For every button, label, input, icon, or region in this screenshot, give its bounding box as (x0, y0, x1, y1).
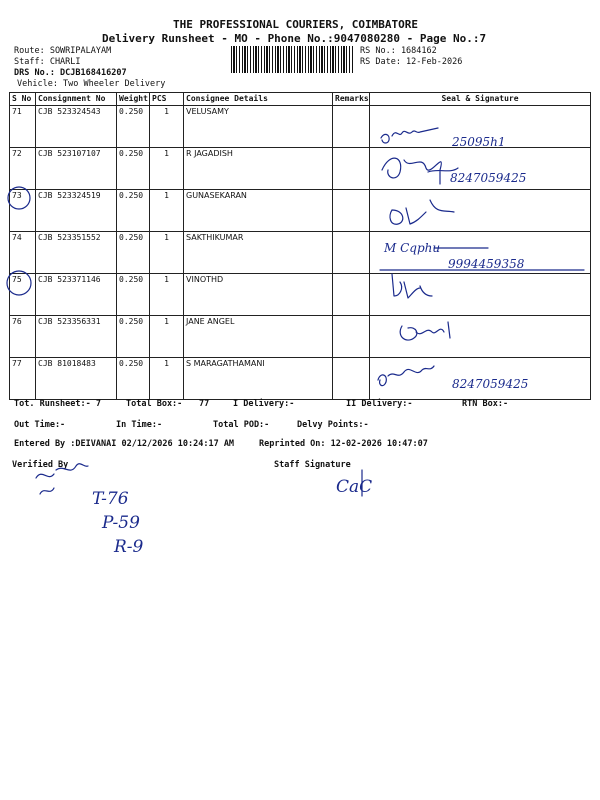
cell-consignment: CJB 523371146 (36, 274, 117, 316)
handwritten-tally-r: R-9 (114, 537, 144, 557)
cell-sno: 72 (10, 148, 36, 190)
signature-71 (381, 128, 438, 143)
total-box-value: 77 (199, 399, 210, 409)
cell-pcs: 1 (150, 190, 184, 232)
handwritten-tally-p: P-59 (102, 513, 140, 533)
cell-sno: 73 (10, 190, 36, 232)
total-pod-label: Total POD:- (213, 420, 270, 430)
route-label: Route: SOWRIPALAYAM (14, 46, 112, 56)
cell-pcs: 1 (150, 106, 184, 148)
cell-consignee: SAKTHIKUMAR (184, 232, 333, 274)
rs-number: RS No.: 1684162 (360, 46, 437, 56)
cell-consignee: VINOTHD (184, 274, 333, 316)
handwritten-phone-74: 9994459358 (448, 257, 525, 271)
cell-sno: 75 (10, 274, 36, 316)
i-delivery-label: I Delivery:- (233, 399, 295, 409)
col-weight: Weight (117, 93, 150, 106)
verified-by-label: Verified By (12, 460, 69, 470)
out-time-label: Out Time:- (14, 420, 66, 430)
cell-weight: 0.250 (117, 316, 150, 358)
circle-75-mark (7, 271, 31, 295)
total-box-label: Total Box:- (126, 399, 183, 409)
cell-consignment: CJB 523324543 (36, 106, 117, 148)
cell-sno: 74 (10, 232, 36, 274)
cell-consignment: CJB 523107107 (36, 148, 117, 190)
circle-73-mark (8, 187, 30, 209)
cell-sno: 71 (10, 106, 36, 148)
cell-consignee: JANE ANGEL (184, 316, 333, 358)
cell-sno: 77 (10, 358, 36, 400)
col-consignment: Consignment No (36, 93, 117, 106)
handwritten-phone-77: 8247059425 (452, 377, 529, 391)
cell-consignment: CJB 523324519 (36, 190, 117, 232)
rtn-box-label: RTN Box:- (462, 399, 509, 409)
drs-number: DRS No.: DCJB168416207 (14, 68, 127, 78)
col-consignee: Consignee Details (184, 93, 333, 106)
cell-pcs: 1 (150, 232, 184, 274)
staff-signature-label: Staff Signature (274, 460, 351, 470)
cell-consignee: R JAGADISH (184, 148, 333, 190)
handwritten-phone-72: 8247059425 (450, 171, 527, 185)
col-sno: S No (10, 93, 36, 106)
cell-consignment: CJB 81018483 (36, 358, 117, 400)
cell-pcs: 1 (150, 148, 184, 190)
cell-consignee: VELUSAMY (184, 106, 333, 148)
cell-weight: 0.250 (117, 106, 150, 148)
verified-by-scribble (36, 464, 88, 494)
signature-73 (390, 200, 454, 224)
runsheet-title: Delivery Runsheet - MO - Phone No.:9047080280 - Page No.:7 (102, 32, 487, 45)
tot-runsheet: Tot. Runsheet:- 7 (14, 399, 101, 409)
cell-consignee: S MARAGATHAMANI (184, 358, 333, 400)
handwritten-staff-signature: CaC (336, 477, 373, 497)
signature-77 (378, 366, 434, 386)
rs-date: RS Date: 12-Feb-2026 (360, 57, 463, 67)
in-time-label: In Time:- (116, 420, 163, 430)
entered-by: Entered By :DEIVANAI 02/12/2026 10:24:17 AM (14, 439, 235, 449)
handwritten-phone-71: 25095h1 (452, 135, 506, 149)
cell-pcs: 1 (150, 358, 184, 400)
cell-weight: 0.250 (117, 148, 150, 190)
delvy-points-label: Delvy Points:- (297, 420, 369, 430)
cell-weight: 0.250 (117, 274, 150, 316)
cell-weight: 0.250 (117, 358, 150, 400)
cell-weight: 0.250 (117, 190, 150, 232)
cell-weight: 0.250 (117, 232, 150, 274)
cell-pcs: 1 (150, 316, 184, 358)
cell-consignment: CJB 523351552 (36, 232, 117, 274)
col-seal-signature: Seal & Signature (370, 93, 591, 106)
reprinted-on: Reprinted On: 12-02-2026 10:47:07 (259, 439, 428, 449)
cell-consignee: GUNASEKARAN (184, 190, 333, 232)
ii-delivery-label: II Delivery:- (346, 399, 413, 409)
signature-72 (382, 158, 458, 184)
col-remarks: Remarks (333, 93, 370, 106)
cell-consignment: CJB 523356331 (36, 316, 117, 358)
cell-pcs: 1 (150, 274, 184, 316)
handwritten-name-74: M Cqphu (384, 241, 441, 255)
company-name: THE PROFESSIONAL COURIERS, COIMBATORE (173, 18, 419, 31)
col-pcs: PCS (150, 93, 184, 106)
cell-sno: 76 (10, 316, 36, 358)
signature-76 (400, 322, 450, 340)
vehicle-label: Vehicle: Two Wheeler Delivery (17, 79, 166, 89)
signature-75 (392, 274, 432, 298)
handwritten-tally-t: T-76 (92, 489, 129, 509)
staff-label: Staff: CHARLI (14, 57, 81, 67)
